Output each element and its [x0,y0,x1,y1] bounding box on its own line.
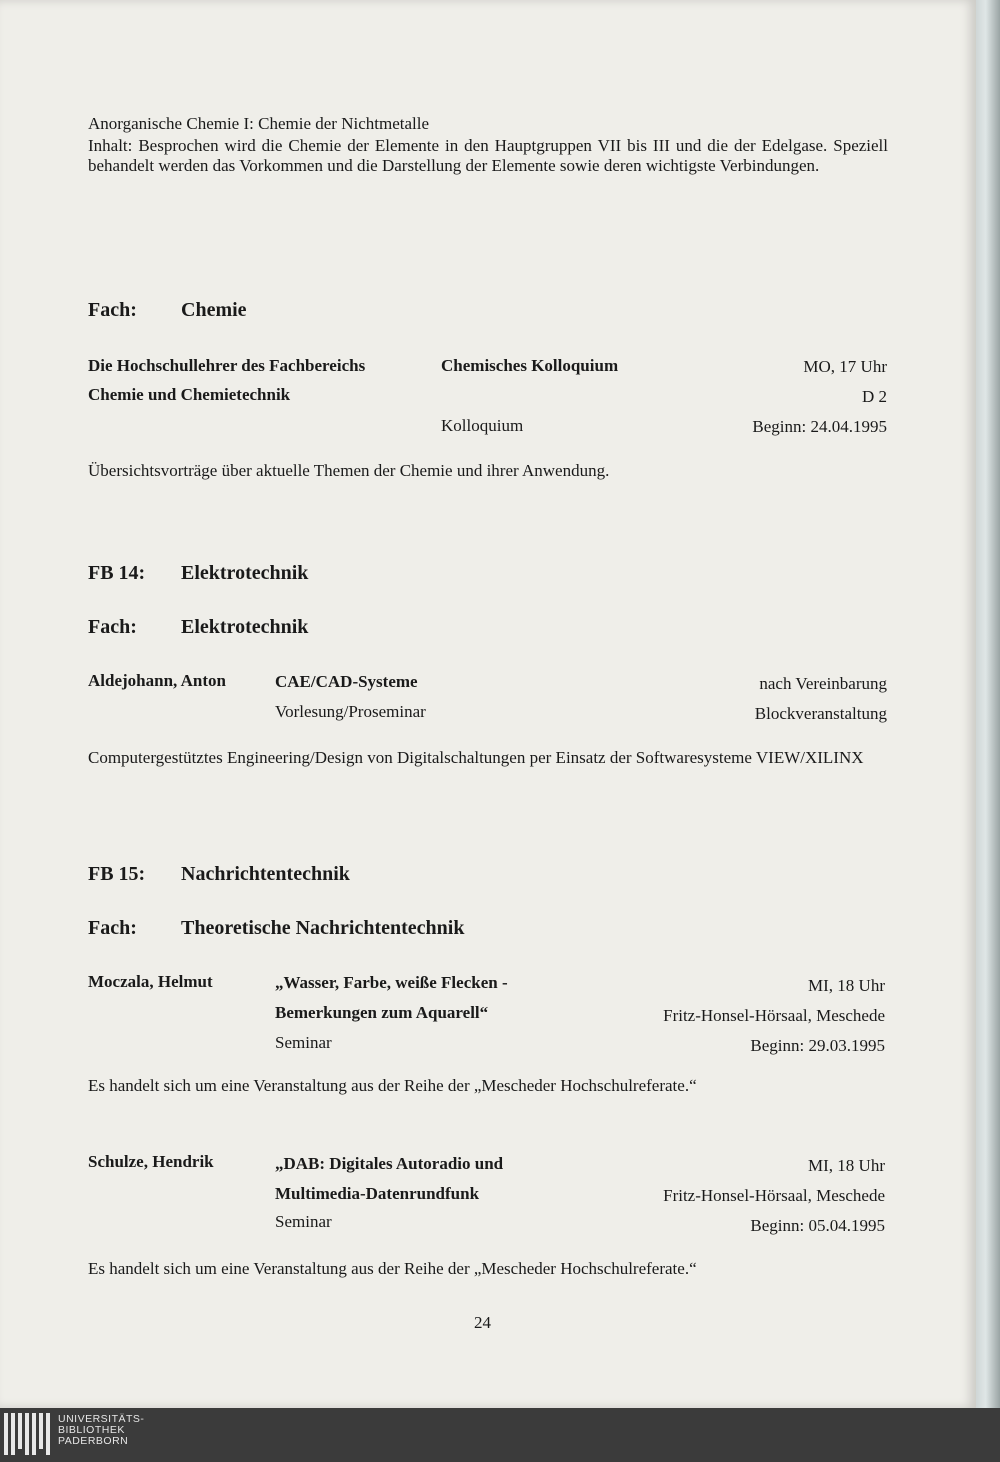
intro-text: Inhalt: Besprochen wird die Chemie der Elemente in den Hauptgruppen VII bis III und die der Edelgase. Speziell behandelt werden das Vorkommen und die Darstellung der Elemente sowie deren wichtigste Verbindungen. [88,136,888,175]
fb15-course2-title-line2: Multimedia-Datenrundfunk [275,1184,480,1203]
fb15-course2-room: Fritz-Honsel-Hörsaal, Meschede [663,1186,885,1205]
chemie-course-title: Chemisches Kolloquium [441,356,619,375]
chemie-begin: Beginn: 24.04.1995 [752,417,887,436]
chemie-lecturer-line1: Die Hochschullehrer des Fachbereichs [88,356,366,375]
fb14-time: nach Vereinbarung [759,674,887,693]
fb14-format: Blockveranstaltung [754,704,887,723]
page-number: 24 [474,1313,491,1332]
chemie-description: Übersichtsvorträge über aktuelle Themen der Chemie und ihrer Anwendung. [88,461,610,480]
fb14-name: Elektrotechnik [181,562,309,584]
fb14-description: Computergestütztes Engineering/Design von Digitalschaltungen per Einsatz der Softwaresysteme VIEW/XILINX [88,748,864,767]
fb14-course-type: Vorlesung/Proseminar [275,702,426,721]
fb14-fach-label: Fach: [88,616,137,638]
fb15-course2-begin: Beginn: 05.04.1995 [750,1216,885,1235]
fach-label-chemie: Fach: [88,299,137,321]
fb15-course1-title-line1: „Wasser, Farbe, weiße Flecken - [275,973,508,992]
intro-title: Anorganische Chemie I: Chemie der Nichtmetalle [88,114,429,133]
fb14-label: FB 14: [88,562,146,584]
fb15-course1-begin: Beginn: 29.03.1995 [750,1036,885,1055]
fb15-course1-title-line2: Bemerkungen zum Aquarell“ [275,1003,489,1022]
chemie-lecturer-line2: Chemie und Chemietechnik [88,385,291,404]
fb15-fach-name: Theoretische Nachrichtentechnik [181,917,465,939]
fb15-course1-room: Fritz-Honsel-Hörsaal, Meschede [663,1006,885,1025]
fb14-course-title: CAE/CAD-Systeme [275,672,418,691]
fb15-course2-note: Es handelt sich um eine Veranstaltung aus der Reihe der „Mescheder Hochschulreferate.“ [88,1259,697,1278]
scan-footer-bar [0,1408,1000,1462]
library-logo-text [58,1413,144,1447]
fb15-course1-time: MI, 18 Uhr [808,976,885,995]
fb15-course2-lecturer: Schulze, Hendrik [88,1152,214,1171]
chemie-room: D 2 [861,387,887,406]
fb15-label: FB 15: [88,863,146,885]
fach-name-chemie: Chemie [181,299,247,321]
page-edge [976,0,1000,1408]
fb15-course1-note: Es handelt sich um eine Veranstaltung aus der Reihe der „Mescheder Hochschulreferate.“ [88,1076,697,1095]
chemie-course-type: Kolloquium [441,416,524,435]
fb14-lecturer: Aldejohann, Anton [88,671,226,690]
fb15-course1-type: Seminar [275,1033,332,1052]
fb15-name: Nachrichtentechnik [181,863,350,885]
fb15-fach-label: Fach: [88,917,137,939]
library-logo-line3: PADERBORN [58,1435,129,1447]
fb15-course2-time: MI, 18 Uhr [808,1156,885,1175]
library-logo-line2: BIBLIOTHEK [58,1424,125,1436]
library-logo-line1: UNIVERSITÄTS- [58,1413,145,1425]
fb15-course1-lecturer: Moczala, Helmut [88,972,213,991]
library-logo [4,1413,144,1455]
chemie-time: MO, 17 Uhr [803,357,887,376]
fb15-course2-title-line1: „DAB: Digitales Autoradio und [275,1154,504,1173]
library-logo-bars-icon [4,1413,50,1455]
fb15-course2-type: Seminar [275,1212,332,1231]
fb14-fach-name: Elektrotechnik [181,616,309,638]
